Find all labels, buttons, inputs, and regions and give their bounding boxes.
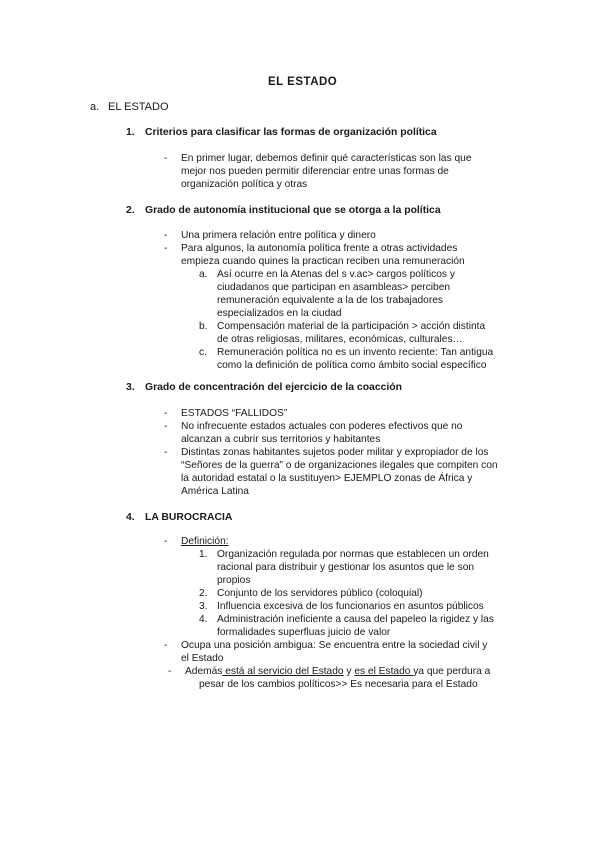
bullet-line: Ocupa una posición ambigua: Se encuentra entre la sociedad civil y: [181, 640, 488, 651]
def-line: racional para distribuir y gestionar los asuntos que le son: [217, 562, 475, 573]
bullet-dash: -: [164, 536, 168, 547]
section-4-heading: LA BUROCRACIA: [145, 512, 233, 523]
section-a-label: EL ESTADO: [108, 101, 169, 113]
text-span: ya que perdura a: [413, 666, 491, 677]
sub-line: como la definición de política como ámbito social específico: [217, 360, 487, 371]
bullet-dash: -: [164, 243, 168, 254]
bullet-line: la autoridad estatal o la sustituyen> EJEMPLO zonas de África y: [181, 473, 473, 484]
bullet-line: No infrecuente estados actuales con poderes efectivos que no: [181, 421, 463, 432]
section-a-marker: a.: [90, 101, 100, 113]
bullet-line: Una primera relación entre política y dinero: [181, 230, 376, 241]
def-line: Administración ineficiente a causa del papeleo la rigidez y las: [217, 614, 494, 625]
bullet-line: En primer lugar, debemos definir qué características son las que: [181, 153, 472, 164]
bullet-line: mejor nos pueden permitir diferenciar entre unas formas de: [181, 166, 449, 177]
bullet-dash: -: [164, 421, 168, 432]
section-3-number: 3.: [126, 382, 135, 393]
section-1-heading: Criterios para clasificar las formas de organización política: [145, 127, 437, 138]
sub-line: remuneración equivalente a la de los trabajadores: [217, 295, 443, 306]
underlined-text: es el Estado: [354, 666, 414, 677]
def-number: 2.: [199, 588, 208, 599]
page-title: EL ESTADO: [268, 76, 338, 88]
bullet-line: alcanzan a cubrir sus territorios y habitantes: [181, 434, 381, 445]
section-2-number: 2.: [126, 205, 135, 216]
bullet-dash: -: [164, 153, 168, 164]
def-line: propios: [217, 575, 251, 586]
text-span: Además: [185, 666, 223, 677]
def-line: formalidades superfluas juicio de valor: [217, 627, 391, 638]
bullet-line: [185, 666, 490, 678]
bullet-line: ESTADOS “FALLIDOS”: [181, 408, 288, 419]
section-2-heading: Grado de autonomía institucional que se otorga a la política: [145, 205, 441, 216]
bullet-line: Para algunos, la autonomía política frente a otras actividades: [181, 243, 458, 254]
def-number: 4.: [199, 614, 208, 625]
bullet-line: el Estado: [181, 653, 224, 664]
bullet-dash: -: [164, 230, 168, 241]
def-line: Conjunto de los servidores público (coloquial): [217, 588, 423, 599]
def-number: 3.: [199, 601, 208, 612]
bullet-line: organización política y otras: [181, 179, 308, 190]
sub-line: Remuneración política no es un invento reciente: Tan antigua: [217, 347, 494, 358]
bullet-line: Distintas zonas habitantes sujetos poder militar y expropiador de los: [181, 447, 489, 458]
sub-line: de otras religiosas, militares, económicas, culturales…: [217, 334, 463, 345]
section-4-number: 4.: [126, 512, 135, 523]
sub-marker: a.: [199, 269, 208, 280]
sub-marker: b.: [199, 321, 208, 332]
definition-label: Definición:: [181, 536, 229, 547]
sub-marker: c.: [199, 347, 207, 358]
bullet-line: empieza cuando quines la practican reciben una remuneración: [181, 256, 465, 267]
bullet-line: América Latina: [181, 486, 249, 497]
sub-line: Compensación material de la participación > acción distinta: [217, 321, 486, 332]
bullet-dash: -: [168, 666, 172, 677]
bullet-line: “Señores de la guerra” o de organizaciones ilegales que compiten con: [181, 460, 498, 471]
def-line: Organización regulada por normas que establecen un orden: [217, 549, 489, 560]
bullet-dash: -: [164, 447, 168, 458]
sub-line: especializados en la ciudad: [217, 308, 342, 319]
sub-line: Así ocurre en la Atenas del s v.ac> cargos políticos y: [217, 269, 455, 280]
def-line: Influencia excesiva de los funcionarios en asuntos públicos: [217, 601, 484, 612]
text-span: y: [343, 666, 355, 677]
underlined-text: está al servicio del Estado: [222, 666, 344, 677]
bullet-dash: -: [164, 408, 168, 419]
section-1-number: 1.: [126, 127, 135, 138]
sub-line: ciudadanos que participan en asambleas> perciben: [217, 282, 451, 293]
bullet-dash: -: [164, 640, 168, 651]
bullet-line: pesar de los cambios políticos>> Es necesaria para el Estado: [199, 679, 478, 690]
def-number: 1.: [199, 549, 208, 560]
section-3-heading: Grado de concentración del ejercicio de la coacción: [145, 382, 402, 393]
